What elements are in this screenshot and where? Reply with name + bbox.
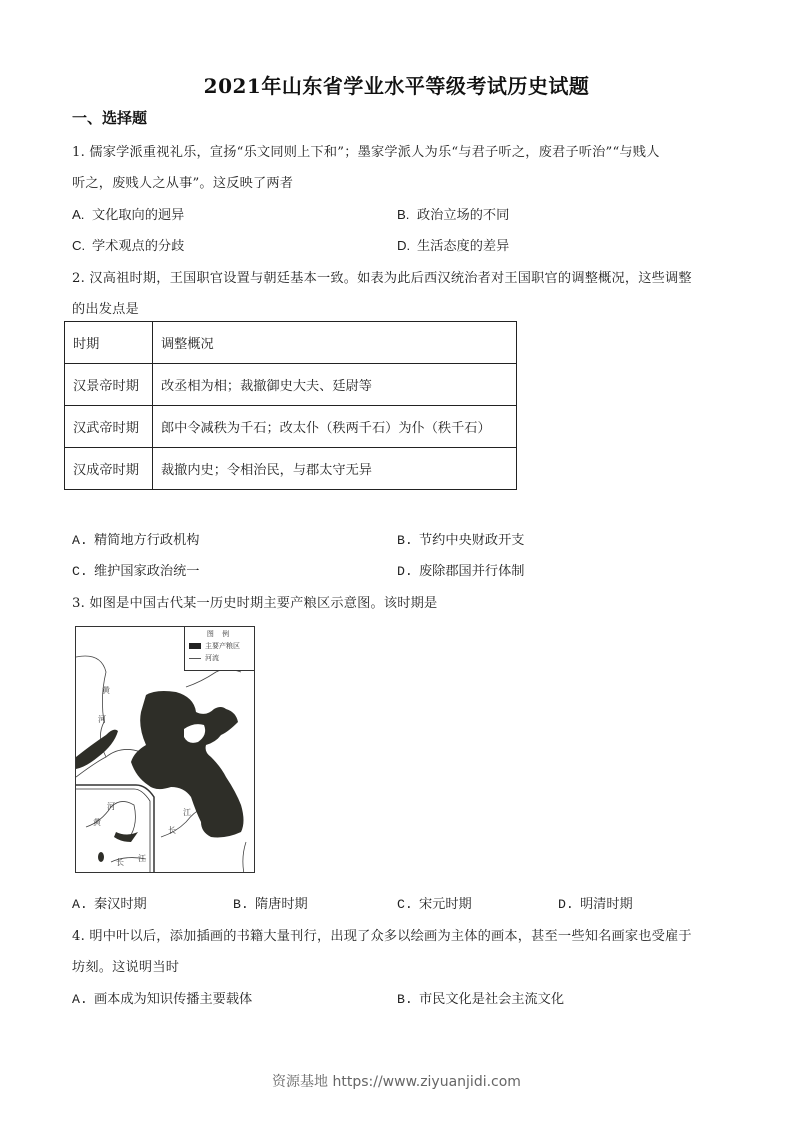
option-text: 秦汉时期	[94, 897, 147, 912]
table-row	[65, 448, 517, 490]
q3-option-c[interactable]	[397, 893, 472, 912]
table-cell: 汉武帝时期	[65, 406, 153, 448]
option-text: 隋唐时期	[255, 897, 308, 912]
map-label: 黄	[102, 686, 110, 695]
table-header-cell: 调整概况	[153, 322, 517, 364]
legend-title: 图 例	[206, 630, 233, 638]
option-text: 画本成为知识传播主要载体	[94, 992, 253, 1007]
q2-stem-line-1: 2. 汉高祖时期，王国职官设置与朝廷基本一致。如表为此后西汉统治者对王国职官的调整概况，这些调整	[72, 271, 692, 286]
q4-stem-line-2: 坊刻。这说明当时	[72, 960, 180, 975]
table-row	[65, 406, 517, 448]
map-legend	[184, 627, 254, 671]
q2-stem-line-2: 的出发点是	[72, 302, 139, 317]
option-key: C.	[72, 238, 86, 253]
map-label: 长	[168, 826, 176, 835]
table-cell: 汉成帝时期	[65, 448, 153, 490]
option-key: A.	[72, 207, 85, 222]
q1-stem-line-1: 1. 儒家学派重视礼乐，宣扬“乐文同则上下和”；墨家学派人为乐“与君子听之，废君子听治”“与贱人	[72, 145, 660, 160]
q1-option-a[interactable]	[72, 204, 184, 223]
legend-item-river	[189, 653, 250, 663]
option-text: 市民文化是社会主流文化	[419, 992, 565, 1007]
table-header-row	[65, 322, 517, 364]
option-text: 废除郡国并行体制	[419, 564, 525, 579]
q4-option-b[interactable]	[397, 988, 564, 1007]
option-key: A.	[72, 533, 88, 548]
option-key: C.	[397, 897, 413, 912]
q3-option-d[interactable]	[558, 893, 633, 912]
option-key: D.	[558, 897, 574, 912]
table-row	[65, 364, 517, 406]
option-key: B.	[397, 207, 410, 222]
option-key: A.	[72, 992, 88, 1007]
q1-option-b[interactable]	[397, 204, 509, 223]
legend-item-grain	[189, 641, 250, 651]
table-cell: 裁撤内史；令相治民，与郡太守无异	[153, 448, 517, 490]
q3-stem: 3. 如图是中国古代某一历史时期主要产粮区示意图。该时期是	[72, 596, 438, 611]
option-text: 节约中央财政开支	[419, 533, 525, 548]
map-label: 河	[98, 715, 106, 724]
option-key: C.	[72, 564, 88, 579]
legend-label: 主要产粮区	[205, 642, 240, 650]
option-text: 文化取向的迥异	[92, 208, 185, 223]
q3-option-a[interactable]	[72, 893, 147, 912]
grain-region-map	[75, 626, 255, 873]
option-key: B.	[397, 533, 413, 548]
map-label: 长	[116, 858, 124, 867]
table-cell: 郎中令减秩为千石；改太仆（秩两千石）为仆（秩千石）	[153, 406, 517, 448]
q1-stem-line-2: 听之，废贱人之从事”。这反映了两者	[72, 176, 294, 191]
map-label: 江	[183, 808, 191, 817]
legend-label: 河流	[205, 654, 219, 662]
option-text: 明清时期	[580, 897, 633, 912]
option-text: 生活态度的差异	[417, 239, 510, 254]
option-key: A.	[72, 897, 88, 912]
map-label: 河	[107, 802, 115, 811]
option-key: D.	[397, 238, 411, 253]
option-text: 政治立场的不同	[417, 208, 510, 223]
q1-option-c[interactable]	[72, 235, 184, 254]
q3-option-b[interactable]	[233, 893, 308, 912]
option-text: 精简地方行政机构	[94, 533, 200, 548]
q2-option-c[interactable]	[72, 560, 200, 579]
option-text: 宋元时期	[419, 897, 472, 912]
section-heading: 一、选择题	[72, 109, 148, 127]
q1-option-d[interactable]	[397, 235, 509, 254]
table-cell: 汉景帝时期	[65, 364, 153, 406]
q2-option-d[interactable]	[397, 560, 525, 579]
option-key: B.	[233, 897, 249, 912]
option-key: D.	[397, 564, 413, 579]
map-label: 黄	[93, 818, 101, 827]
table-cell: 改丞相为相；裁撤御史大夫、廷尉等	[153, 364, 517, 406]
table-header-cell: 时期	[65, 322, 153, 364]
q2-option-b[interactable]	[397, 529, 525, 548]
q4-stem-line-1: 4. 明中叶以后，添加插画的书籍大量刊行，出现了众多以绘画为主体的画本，甚至一些知名画家也受雇于	[72, 929, 692, 944]
q4-option-a[interactable]	[72, 988, 252, 1007]
adjustment-table	[64, 321, 517, 490]
footer-watermark: 资源基地 https://www.ziyuanjidi.com	[272, 1074, 521, 1090]
map-label: 江	[138, 854, 146, 863]
q2-option-a[interactable]	[72, 529, 200, 548]
grain-swatch-icon	[189, 643, 201, 649]
option-text: 维护国家政治统一	[94, 564, 200, 579]
option-text: 学术观点的分歧	[92, 239, 185, 254]
page-title: 2021年山东省学业水平等级考试历史试题	[203, 74, 590, 98]
river-line-icon	[189, 658, 201, 659]
option-key: B.	[397, 992, 413, 1007]
